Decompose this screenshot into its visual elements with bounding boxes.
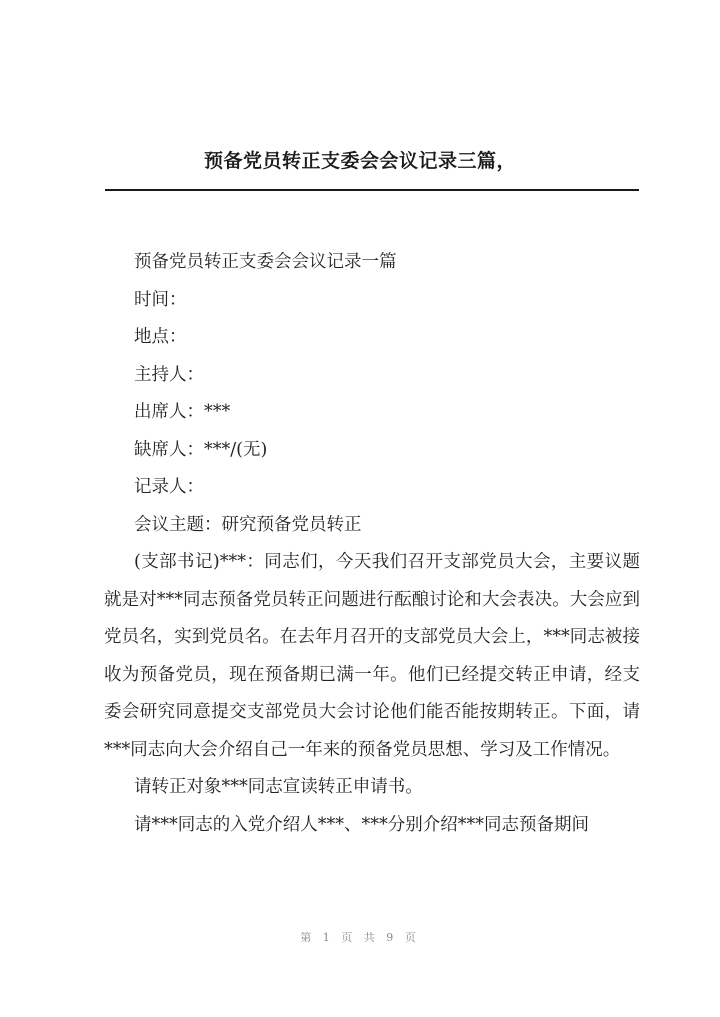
body-paragraphs [104, 544, 640, 844]
title-divider [105, 189, 639, 191]
paragraph: 请***同志的入党介绍人***、***分别介绍***同志预备期间 [134, 814, 589, 835]
paragraph: 请转正对象***同志宣读转正申请书。 [134, 777, 423, 797]
section-heading: 预备党员转正支委会会议记录一篇 [134, 252, 397, 272]
document-title: 预备党员转正支委会会议记录三篇， [203, 150, 516, 172]
meeting-attendees: 出席人：*** [134, 402, 231, 422]
meeting-absentees: 缺席人：***/(无) [134, 439, 268, 460]
page-footer: 第 1 页 共 9 页 [300, 931, 420, 944]
paragraph: (支部书记)***：同志们，今天我们召开支部党员大会，主要议题就是对***同志预备党员转正问题进行酝酿讨论和大会表决。大会应到党员名，实到党员名。在去年月召开的支部党员大会上，***同志被接收为预备党员，现在预备期已满一年。他们已经提交转正申请，经支委会研究同意提交支部党员大会讨论他们能否能按期转正。下面，请***同志向大会介绍自己一年来的预备党员思想、学习及工作情况。 [104, 552, 640, 760]
meeting-recorder: 记录人： [134, 477, 204, 497]
meeting-time: 时间： [134, 289, 187, 310]
meeting-location: 地点： [134, 327, 187, 347]
document-body [104, 244, 640, 844]
meeting-topic: 会议主题：研究预备党员转正 [134, 514, 362, 535]
meeting-host: 主持人： [134, 364, 204, 385]
